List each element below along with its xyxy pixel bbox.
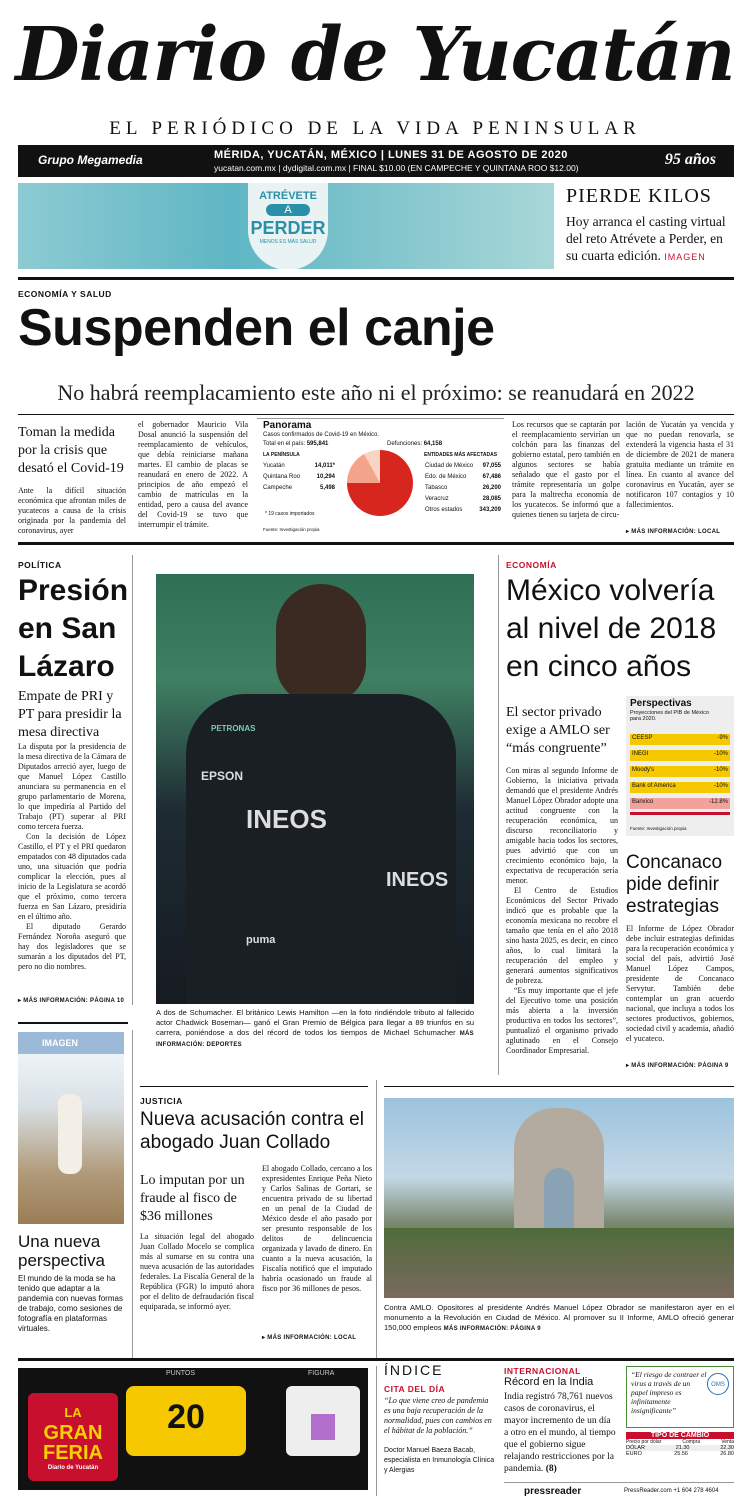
- footer: [504, 1482, 734, 1500]
- figura-box: [286, 1386, 360, 1456]
- row-label: Tabasco: [425, 485, 448, 491]
- more-link[interactable]: MÁS INFORMACIÓN: PÁGINA 9: [631, 1063, 729, 1069]
- divider: [384, 1086, 734, 1087]
- economia-headline[interactable]: México volvería al nivel de 2018 en cinco años: [506, 574, 717, 683]
- internacional-kicker: INTERNACIONAL: [504, 1366, 581, 1376]
- politica-sub: Empate de PRI y PT para presidir la mesa directiva: [18, 689, 122, 740]
- bar-row: [630, 766, 730, 777]
- bar-value: -10%: [713, 783, 728, 789]
- row-value: 343,209: [479, 507, 501, 513]
- bar-row: [630, 798, 730, 809]
- masthead-title: Diario de Yucatán: [15, 12, 735, 98]
- row-label: Quintana Roo: [263, 474, 301, 480]
- total-value: 595,841: [306, 441, 329, 447]
- perspectivas-chart: [626, 696, 734, 836]
- list-item: [263, 461, 335, 472]
- tipo-de-cambio: [626, 1432, 734, 1457]
- feria-title: GRAN: [43, 1422, 103, 1444]
- feria-sub: Diario de Yucatán: [47, 1465, 99, 1471]
- panorama-note: * 19 casos importados: [265, 511, 315, 517]
- row-label: Otros estados: [425, 507, 463, 513]
- suit-shape: [186, 694, 456, 1004]
- puntos-label: PUNTOS: [166, 1370, 196, 1377]
- perspectivas-source: Fuente: Investigación propia: [630, 826, 687, 831]
- justicia-headline[interactable]: Nueva acusación contra el abogado Juan Collado: [140, 1109, 364, 1153]
- megamedia-logo: Grupo Megamedia: [38, 153, 143, 167]
- more-link[interactable]: MÁS INFORMACIÓN: PÁGINA 9: [443, 1326, 541, 1332]
- row-label: Veracruz: [425, 496, 449, 502]
- promo-body: Hoy arranca el casting virtual del reto Atrévete a Perder, en su cuarta edición.: [566, 214, 726, 263]
- promo-tag: IMAGEN: [664, 252, 706, 262]
- divider: [376, 1366, 377, 1496]
- lead-deck: No habrá reemplacamiento este año ni el próximo: se reanudará en 2022: [57, 380, 695, 405]
- suit-text: INEOS: [386, 869, 449, 891]
- paragraph: Con miras al segundo Informe de Gobierno, la iniciativa privada demandó que el presidente Andrés Manuel López Obrador adopte una actitud congruente con la recuperación económica, un discurso reconciliatorio y amigable hacia todos los sectores, pues advirtió que con un crecimiento económico bajo, la expectativa de recuperación sería menor.: [506, 766, 618, 885]
- cell: 25.56: [674, 1451, 688, 1457]
- promo-banner[interactable]: [18, 183, 554, 269]
- justicia-body2: El abogado Collado, cercano a los expresidentes Enrique Peña Nieto y Carlos Salinas de Gortari, se encuentra privado de su libertad en un penal de la Ciudad de México desde el año pasado por ser presunto responsable de los delitos de delincuencia organizada y lavado de dinero. En cuanto a la nueva acusación, la Fiscalía notificó que el imputado habría ocasionado un fraude al fisco por 36 millones de pesos.: [262, 1164, 372, 1293]
- date-bar: [18, 145, 734, 177]
- figure-shape: [58, 1094, 82, 1174]
- entities-list: [425, 461, 501, 516]
- row-value: 10,294: [316, 474, 335, 480]
- row-label: Ciudad de México: [425, 463, 474, 469]
- bar-value: -10%: [713, 751, 728, 757]
- lead-headline[interactable]: Suspenden el canje: [18, 299, 495, 357]
- divider: [18, 1358, 734, 1361]
- concanaco-more[interactable]: ▸ MÁS INFORMACIÓN: PÁGINA 9: [626, 1063, 729, 1069]
- justicia-more[interactable]: ▸ MÁS INFORMACIÓN: LOCAL: [262, 1335, 357, 1341]
- lead-col3: Los recursos que se captarán por el reemplacamiento servirían un colchón para las finanzas del gobierno estatal, pero también en algunos sectores se había señalado que el gasto por el trámite representaría un golpe para la maltrecha economía de los yucatecos. Se informó que a quienes tienen su tarjeta de circu-: [512, 420, 620, 519]
- badge-mid: A: [266, 204, 310, 216]
- list-item: [263, 472, 335, 483]
- pressreader-phone: PressReader.com +1 604 278 4604: [624, 1488, 719, 1494]
- pressreader-logo: pressreader: [524, 1486, 582, 1497]
- badge-top: ATRÉVETE: [259, 190, 317, 202]
- row-value: 28,085: [482, 496, 501, 502]
- lead-kicker: ECONOMÍA Y SALUD: [18, 289, 112, 299]
- caption-text: A dos de Schumacher. El británico Lewis Hamilton —en la foto rindiéndole tributo al fallecido actor Chadwick Boseman— ganó el Gran Premio de Bélgica para llegar a 89 triunfos en su carrera, poniéndose a dos del récord de todos los tiempos de Michael Schumacher: [156, 1008, 474, 1037]
- feria-title: LA: [64, 1405, 82, 1420]
- politica-more[interactable]: ▸ MÁS INFORMACIÓN: PÁGINA 10: [18, 998, 125, 1004]
- paragraph: El Centro de Estudios Económicos del Sector Privado indicó que es probable que la economía mexicana no recobre el tamaño que tenía en el año 2018 sino hasta 2025, es decir, en cinco años, lo cual limitará la recuperación del empleo y generará aumentos significativos de pobreza.: [506, 886, 618, 985]
- list-item: [425, 494, 501, 505]
- quote-text: “Lo que viene creo de pandemia es una baja recuperación de la normalidad, pues con cambios en el hábitat de la población.”: [384, 1396, 492, 1435]
- justicia-kicker: JUSTICIA: [140, 1096, 183, 1106]
- atrevete-badge: [248, 183, 328, 269]
- bar-label: Moody's: [632, 767, 655, 773]
- divider: [132, 1030, 133, 1360]
- column-header: Precio por dólar: [626, 1439, 662, 1445]
- photo1-caption: [156, 1008, 474, 1050]
- feria-logo: [28, 1393, 118, 1481]
- bar-label: Bank of America: [632, 783, 676, 789]
- internacional-body: [504, 1391, 616, 1475]
- lead-more[interactable]: ▸ MÁS INFORMACIÓN: LOCAL: [626, 529, 721, 535]
- masthead-tagline: EL PERIÓDICO DE LA VIDA PENINSULAR: [109, 118, 641, 139]
- bar-label: CEESP: [632, 735, 653, 741]
- more-link[interactable]: MÁS INFORMACIÓN: PÁGINA 10: [23, 998, 125, 1004]
- oms-quote-box: [626, 1366, 734, 1428]
- row-label: Edo. de México: [425, 474, 467, 480]
- magic-hat-icon: [311, 1414, 335, 1440]
- divider: [140, 1086, 368, 1087]
- more-link[interactable]: MÁS INFORMACIÓN: LOCAL: [267, 1335, 357, 1341]
- head-shape: [276, 584, 366, 704]
- panorama-deaths: [387, 441, 442, 447]
- list-item: [425, 483, 501, 494]
- promo-title: PIERDE KILOS: [566, 185, 712, 207]
- table-row: [626, 1451, 734, 1457]
- paragraph: La disputa por la presidencia de la mesa directiva de la Cámara de Diputados arreció ayer, luego de que Manuel López Castillo anunciara su permanencia en el grupo parlamentario de Morena, lo que impediría al Partido del Trabajo (PT) superar al PRI como tercera fuerza.: [18, 742, 126, 831]
- suit-text: puma: [246, 934, 276, 946]
- anniversary-logo: 95 años: [664, 151, 716, 168]
- paragraph: Con la decisión de López Castillo, el PT y el PRI quedaron empatados con 48 diputados cada uno, una situación que podría complicar la elección, pues al inicio de la Legislatura se acordó que el próximo, como tercera fuerza en San Lázaro, presidiría en el último año.: [18, 832, 126, 921]
- page-ref: (8): [545, 1464, 557, 1474]
- perspectivas-title: Perspectivas: [630, 698, 692, 709]
- cita-label: CITA DEL DÍA: [384, 1384, 446, 1394]
- cell: 21.30: [675, 1445, 690, 1451]
- cell: EURO: [626, 1451, 642, 1457]
- economia-kicker: ECONOMÍA: [506, 560, 557, 570]
- panorama-total: [263, 441, 328, 447]
- column-header: Venta: [721, 1439, 734, 1445]
- justicia-sub: Lo imputan por un fraude al fisco de $36 millones: [140, 1173, 245, 1224]
- bar-row: [630, 782, 730, 793]
- lead-col1: Ante la difícil situación económica que afrontan miles de yucatecos a causa de la crisis originada por la pandemia del coronavirus, ayer: [18, 486, 126, 535]
- hamilton-photo[interactable]: [156, 574, 474, 1004]
- indice-title: ÍNDICE: [384, 1362, 444, 1378]
- lead-sub: Toman la medida por la crisis que desató el Covid-19: [18, 425, 124, 476]
- concanaco-headline[interactable]: Concanaco pide definir estrategias: [626, 852, 723, 917]
- divider: [498, 555, 499, 1075]
- more-link[interactable]: MÁS INFORMACIÓN: DEPORTES: [156, 1031, 474, 1048]
- badge-small: MENOS ES MÁS SALUD: [259, 239, 317, 245]
- row-value: 5,498: [319, 485, 335, 491]
- imagen-body: El mundo de la moda se ha tenido que adaptar a la pandemia con nuevas formas de trabajo, como sesiones de fotografía en plataformas virtuales.: [18, 1274, 123, 1333]
- promo-text: [566, 213, 736, 266]
- concanaco-body: El Informe de López Obrador debe incluir estrategias definidas para la recuperación económica y social del país, advirtió José Manuel López Campos, presidente de Concanaco Servytur. También debe contemplar un gran acuerdo nacional, que incluya a todos los sectores productivos, gobiernos, sociedad civil y academia, añadió el yucateco.: [626, 924, 734, 1043]
- puntos-ticket: 20: [126, 1386, 246, 1456]
- politica-headline[interactable]: Presión en San Lázaro: [18, 574, 129, 683]
- fashion-photo[interactable]: [18, 1054, 124, 1224]
- bar-value: -12.8%: [708, 799, 728, 805]
- list-item: [263, 483, 335, 494]
- bar-underline: [630, 812, 730, 815]
- deaths-value: 64,158: [423, 441, 443, 447]
- column-header: Compra: [682, 1439, 701, 1445]
- total-label: Total en el país:: [263, 441, 306, 447]
- row-label: Campeche: [263, 485, 293, 491]
- deaths-label: Defunciones:: [387, 441, 423, 447]
- row-value: 97,055: [482, 463, 501, 469]
- imagen-headline[interactable]: Una nueva perspectiva: [18, 1232, 105, 1270]
- economia-sub: El sector privado exige a AMLO ser “más congruente”: [506, 705, 610, 756]
- imagen-label: IMAGEN: [42, 1038, 78, 1048]
- badge-main: PERDER: [250, 218, 326, 238]
- perspectivas-subtitle: Proyecciones del PIB de México para 2020.: [630, 710, 709, 722]
- internacional-headline[interactable]: Récord en la India: [504, 1376, 594, 1388]
- panorama-source: Fuente: Investigación propia: [263, 527, 320, 532]
- suit-text: PETRONAS: [211, 724, 256, 733]
- divider: [18, 277, 734, 280]
- lead-col2: el gobernador Mauricio Vila Dosal anunció la suspensión del reemplacamiento de vehículos, que debía reiniciarse mañana martes. El cambio de placas se reanudará en enero de 2022. A principios de año empezó el cambio de matrículas en la entidad, pero a causa del avance del Covid-19 se tuvo que interrumpir el trámite.: [138, 420, 248, 529]
- caption-text: Contra AMLO. Opositores al presidente Andrés Manuel López Obrador se manifestaron ayer en el monumento a la Revolución en Ciudad de México. Al promover su II Informe, AMLO ofreció generar 150,000 empleos: [384, 1303, 734, 1332]
- divider: [376, 1080, 377, 1360]
- figura-label: FIGURA: [308, 1370, 335, 1377]
- arch-shape: [544, 1168, 574, 1228]
- feria-title: FERIA: [43, 1442, 103, 1464]
- date-line: MÉRIDA, YUCATÁN, MÉXICO | LUNES 31 DE AGOSTO DE 2020: [214, 149, 568, 161]
- edition-line: yucatan.com.mx | dydigital.com.mx | FINAL $10.00 (EN CAMPECHE Y QUINTANA ROO $12.00): [214, 163, 579, 173]
- paragraph: “Es muy importante que el jefe del Ejecutivo tome una posición más abierta a la inversión productiva en todos los sectores”, puntualizó el organismo privado aglutinado en el Consejo Coordinador Empresarial.: [506, 986, 618, 1055]
- list-item: [425, 472, 501, 483]
- bar-row: [630, 734, 730, 745]
- economia-body: [506, 766, 618, 1056]
- quote-author: Doctor Manuel Baeza Bacab, especialista en Inmunología Clínica y Alergias: [384, 1447, 495, 1474]
- cell: 26.80: [720, 1451, 734, 1457]
- more-link[interactable]: MÁS INFORMACIÓN: LOCAL: [631, 529, 721, 535]
- divider: [18, 414, 734, 415]
- oms-logo: OMS: [707, 1373, 729, 1395]
- row-value: 67,486: [482, 474, 501, 480]
- bar-value: -10%: [713, 767, 728, 773]
- photo2-caption: [384, 1303, 734, 1334]
- list-item: [425, 505, 501, 516]
- divider: [132, 555, 133, 1005]
- gran-feria-ad[interactable]: [18, 1368, 368, 1490]
- divider: [18, 542, 734, 545]
- bar-label: INEGI: [632, 751, 649, 757]
- politica-kicker: POLÍTICA: [18, 560, 62, 570]
- bar-label: Banxico: [632, 799, 654, 805]
- bar-value: -9%: [717, 735, 728, 741]
- cell: 22.30: [720, 1445, 734, 1451]
- covid-pie-chart: [347, 450, 413, 516]
- cell: DÓLAR: [626, 1445, 645, 1451]
- peninsula-label: LA PENÍNSULA: [263, 452, 300, 458]
- bar-row: [630, 750, 730, 761]
- suit-text: INEOS: [246, 804, 327, 834]
- imagen-header: [18, 1032, 124, 1054]
- divider: [18, 1022, 128, 1024]
- row-label: Yucatán: [263, 463, 285, 469]
- cambio-title: TIPO DE CAMBIO: [626, 1432, 734, 1439]
- row-value: 26,200: [482, 485, 501, 491]
- panorama-title: Panorama: [263, 420, 312, 431]
- peninsula-list: [263, 461, 335, 494]
- entities-label: ENTIDADES MÁS AFECTADAS: [424, 452, 498, 458]
- body-text: India registró 78,761 nuevos casos de coronavirus, el mayor incremento de un día a otro en el mundo, al tiempo que el gobierno sigue relajando restricciones por la pandemia.: [504, 1392, 616, 1474]
- protest-photo[interactable]: [384, 1098, 734, 1298]
- panorama-subtitle: Casos confirmados de Covid-19 en México.: [263, 432, 380, 438]
- suit-text: EPSON: [201, 769, 244, 783]
- paragraph: El diputado Gerardo Fernández Noroña aseguró que hay dos legisladores que se sumarán a los diputados del PT, pero no dio nombres.: [18, 922, 126, 971]
- oms-quote: “El riesgo de contraer el virus a través de un papel impreso es infinitamente insignificante”: [631, 1370, 707, 1415]
- list-item: [425, 461, 501, 472]
- lead-col4: lación de Yucatán ya vencida y que no puedan renovarla, se extenderá la vigencia hasta el 31 de diciembre de 2021 de manera gratuita mediante un trámite en línea. En cuanto al avance del coronavirus en Yucatán, ayer se notificaron 107 contagios y 10 fallecimientos.: [626, 420, 734, 509]
- row-value: 14,011*: [314, 463, 335, 469]
- crowd-shape: [384, 1228, 734, 1298]
- justicia-body1: La situación legal del abogado Juan Collado Mocelo se complica más al sumarse en su contra una nueva acusación de las autoridades federales. La Fiscalía General de la República (FGR) lo imputó ahora por el delito de defraudación fiscal equiparada, se informó ayer.: [140, 1232, 254, 1311]
- politica-body: [18, 742, 126, 972]
